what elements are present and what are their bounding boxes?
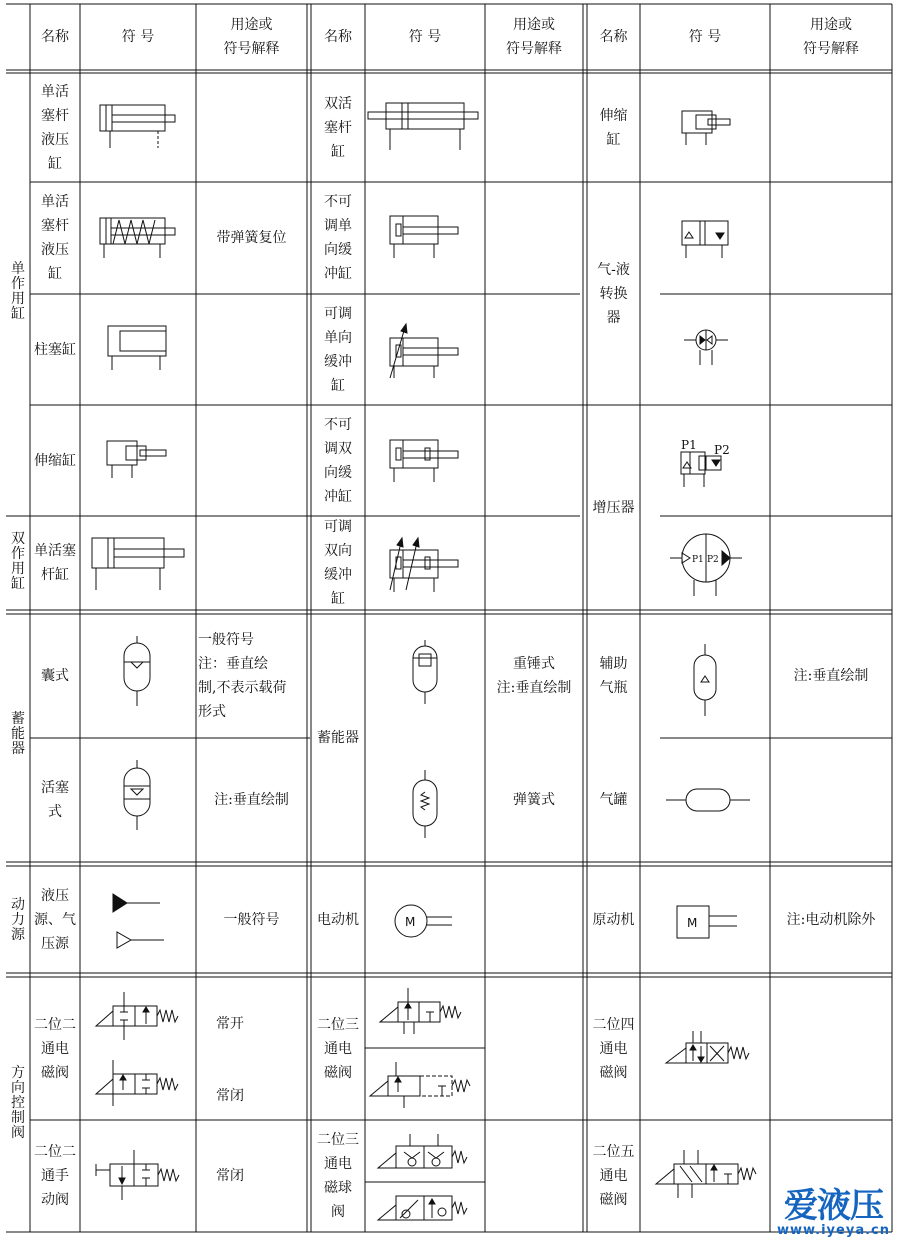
r3-b-name: 可调 单向 缓冲 缸	[324, 305, 352, 394]
valve-23-ball-a-symbol	[378, 1134, 467, 1168]
pwr-c-name: 原动机	[592, 911, 635, 928]
acc2-b-usage: 弹簧式	[513, 792, 555, 808]
piston-accumulator-symbol	[124, 760, 150, 830]
double-rod-cylinder-symbol	[368, 103, 478, 150]
header-name-3: 名称	[599, 29, 628, 45]
plunger-cylinder-symbol	[108, 326, 166, 370]
r3-a-name: 柱塞缸	[34, 341, 76, 358]
valve-23-solenoid-a-symbol	[380, 988, 461, 1034]
dv1-c-name: 二位四 通电 磁阀	[592, 1016, 635, 1081]
telescopic-hydraulic-symbol	[107, 441, 166, 478]
acc2-a-name: 活塞 式	[41, 780, 69, 820]
prime-mover-symbol	[677, 906, 737, 938]
booster-circle-symbol	[670, 534, 742, 596]
gas-liquid-converter-symbol	[682, 221, 728, 258]
r1-a-name: 单活 塞杆 液压 缸	[41, 83, 69, 172]
single-cushion-cylinder-symbol	[390, 216, 458, 258]
motor-m-label: M	[405, 915, 416, 929]
r4-b-name: 不可 调双 向缓 冲缸	[324, 416, 352, 505]
r2-a-usage: 带弹簧复位	[216, 230, 287, 246]
r4-a-name: 伸缩缸	[34, 452, 76, 469]
group-power-source: 动力源	[11, 897, 25, 943]
acc1-c-name: 辅助 气瓶	[599, 656, 628, 696]
site-watermark	[777, 1188, 890, 1238]
r1-b-name: 双活 塞杆 缸	[324, 95, 352, 160]
r2-a-name: 单活 塞杆 液压 缸	[41, 194, 69, 282]
gas-tank-symbol	[666, 789, 750, 811]
dv2-a-name: 二位二 通手 动阀	[34, 1144, 76, 1208]
r5-b-name: 可调 双向 缓冲 缸	[324, 519, 352, 607]
valve-23-ball-b-symbol	[378, 1196, 467, 1220]
double-cushion-cylinder-symbol	[390, 440, 458, 482]
group-double-acting: 双作用缸	[11, 531, 25, 592]
header-usage-2: 用途或 符号解释	[506, 17, 562, 57]
valve-22-manual-symbol	[96, 1150, 179, 1200]
header-symbol-2: 符 号	[408, 29, 442, 45]
prime-mover-m-label: M	[687, 916, 698, 930]
acc1-a-name: 囊式	[41, 668, 69, 684]
valve-25-solenoid-symbol	[656, 1150, 756, 1198]
dv1-a-name: 二位二 通电 磁阀	[34, 1016, 76, 1081]
pwr-a-name: 液压 源、气 压源	[34, 887, 76, 952]
grid-lines	[6, 4, 892, 1232]
hydraulic-source-symbol	[113, 894, 160, 912]
booster-circle-p2-label: P2	[707, 555, 719, 565]
acc1-b-usage: 重锤式 注:垂直绘制	[496, 656, 572, 696]
r5-a-name: 单活塞 杆缸	[34, 543, 76, 583]
pressure-booster-symbol	[681, 452, 721, 487]
pwr-b-name: 电动机	[317, 911, 359, 928]
dv2-b-name: 二位三 通电 磁球 阀	[317, 1132, 359, 1220]
spring-accumulator-symbol	[413, 770, 437, 838]
header-name-1: 名称	[41, 29, 69, 45]
single-rod-cylinder-symbol	[100, 105, 175, 148]
group-single-acting: 单作用缸	[11, 261, 25, 322]
dv1-a-usage-open: 常开	[216, 1016, 244, 1032]
booster-p2-label: P2	[714, 443, 730, 457]
double-acting-cylinder-symbol	[92, 538, 184, 590]
watermark-url: www.iyeya.cn	[776, 1223, 890, 1238]
valve-23-solenoid-b-symbol	[370, 1062, 470, 1108]
spring-return-cylinder-symbol	[100, 218, 175, 258]
adjustable-single-cushion-symbol	[390, 324, 458, 378]
r1-c-name: 伸缩 缸	[599, 107, 628, 148]
watermark-brand: 爱液压	[783, 1186, 883, 1226]
acc2-a-usage: 注:垂直绘制	[214, 792, 289, 808]
booster-p1-label: P1	[681, 438, 697, 452]
bladder-accumulator-symbol	[124, 636, 150, 706]
acc-b-name: 蓄能器	[317, 730, 359, 746]
header-usage-1: 用途或 符号解释	[223, 17, 280, 57]
header-usage-3: 用途或 符号解释	[803, 17, 859, 57]
r2-b-name: 不可 调单 向缓 冲缸	[324, 194, 352, 282]
dv2-a-usage: 常闭	[216, 1168, 244, 1184]
group-directional-valve: 方向控制阀	[11, 1065, 25, 1141]
header-name-2: 名称	[324, 29, 352, 45]
acc1-a-usage: 一般符号 注：垂直绘 制,不表示载荷 形式	[198, 632, 287, 720]
acc1-c-usage: 注:垂直绘制	[793, 668, 869, 684]
telescopic-cylinder-symbol	[682, 111, 730, 145]
r3-c-name: 气-液 转换 器	[597, 261, 630, 326]
gas-bottle-symbol	[694, 644, 716, 716]
r4-c-name: 增压器	[592, 499, 635, 516]
pneumatic-source-symbol	[117, 932, 164, 948]
group-accumulator: 蓄能器	[11, 711, 25, 757]
dv1-a-usage-closed: 常闭	[216, 1088, 244, 1104]
valve-24-solenoid-symbol	[666, 1031, 749, 1063]
pwr-a-usage: 一般符号	[223, 911, 280, 928]
booster-circle-p1-label: P1	[692, 555, 704, 565]
header-symbol-3: 符 号	[688, 29, 722, 45]
adjustable-double-cushion-symbol	[390, 538, 458, 592]
dv2-c-name: 二位五 通电 磁阀	[592, 1144, 635, 1208]
electric-motor-symbol	[395, 905, 452, 937]
round-converter-symbol	[684, 330, 728, 365]
weight-accumulator-symbol	[413, 640, 437, 704]
pwr-c-usage: 注:电动机除外	[786, 911, 876, 928]
dv1-b-name: 二位三 通电 磁阀	[317, 1016, 359, 1081]
valve-22-normally-open-symbol	[96, 992, 178, 1040]
acc2-c-name: 气罐	[599, 792, 628, 808]
header-symbol-1: 符 号	[121, 29, 155, 45]
valve-22-normally-closed-symbol	[96, 1060, 178, 1106]
